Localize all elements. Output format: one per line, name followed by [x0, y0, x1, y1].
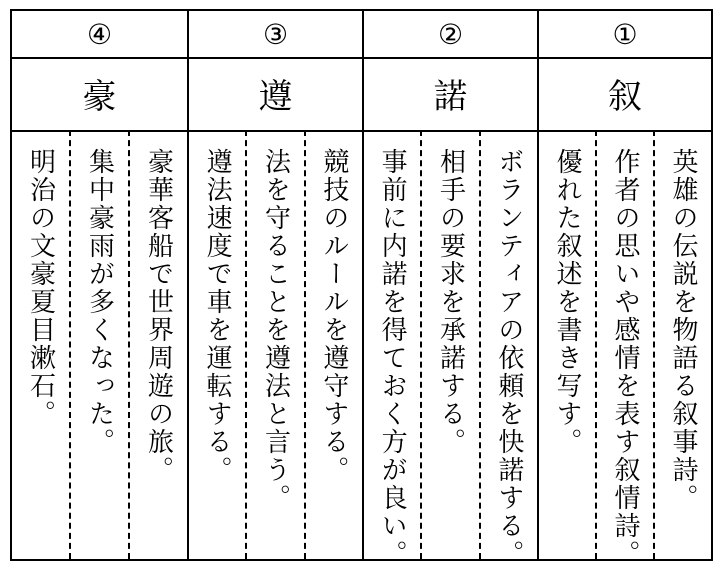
column-number: ②: [364, 11, 537, 59]
example-sentence: 集中豪雨が多くなった。: [84, 148, 115, 456]
sentence-line: [12, 130, 71, 559]
example-sentences: [364, 130, 537, 568]
example-sentence: 競技のルールを遵守する。: [318, 148, 349, 484]
kanji-heading: 叙: [539, 57, 711, 132]
sentence-line: [364, 130, 422, 568]
kanji-heading: 豪: [12, 57, 187, 132]
sentence-line: [71, 130, 130, 559]
sentence-line: [597, 130, 655, 568]
column-number: ③: [189, 11, 362, 59]
kanji-column-2: [362, 11, 537, 568]
sentence-line: [422, 130, 480, 559]
example-sentence: 豪華客船で世界周遊の旅。: [143, 148, 174, 484]
column-number: ①: [539, 11, 711, 59]
kanji-column-3: [187, 11, 362, 559]
kanji-heading: 諾: [364, 57, 537, 132]
kanji-heading: 遵: [189, 57, 362, 132]
sentence-line: [130, 130, 187, 559]
kanji-column-1: [537, 11, 711, 568]
example-sentence: 明治の文豪夏目漱石。: [25, 148, 56, 428]
sentence-line: [306, 130, 362, 559]
column-number: ④: [12, 11, 187, 59]
sentence-line: [481, 130, 537, 568]
example-sentences: [12, 130, 187, 559]
sentence-line: [247, 130, 305, 559]
sentence-line: [539, 130, 597, 559]
example-sentence: 法を守ることを遵法と言う。: [260, 148, 291, 512]
sentence-line: [189, 130, 247, 559]
example-sentence: 事前に内諾を得ておく方が良い。: [377, 148, 408, 568]
sentence-line: [655, 130, 711, 559]
example-sentence: ボランティアの依頼を快諾する。: [493, 148, 524, 568]
example-sentence: 相手の要求を承諾する。: [435, 148, 466, 456]
kanji-column-4: [12, 11, 187, 559]
example-sentence: 作者の思いや感情を表す叙情詩。: [610, 148, 640, 568]
example-sentences: [539, 130, 711, 568]
example-sentence: 英雄の伝説を物語る叙事詩。: [668, 148, 698, 512]
kanji-worksheet: [10, 9, 713, 568]
example-sentence: 優れた叙述を書き写す。: [552, 148, 582, 456]
example-sentences: [189, 130, 362, 559]
example-sentence: 遵法速度で車を運転する。: [202, 148, 233, 484]
